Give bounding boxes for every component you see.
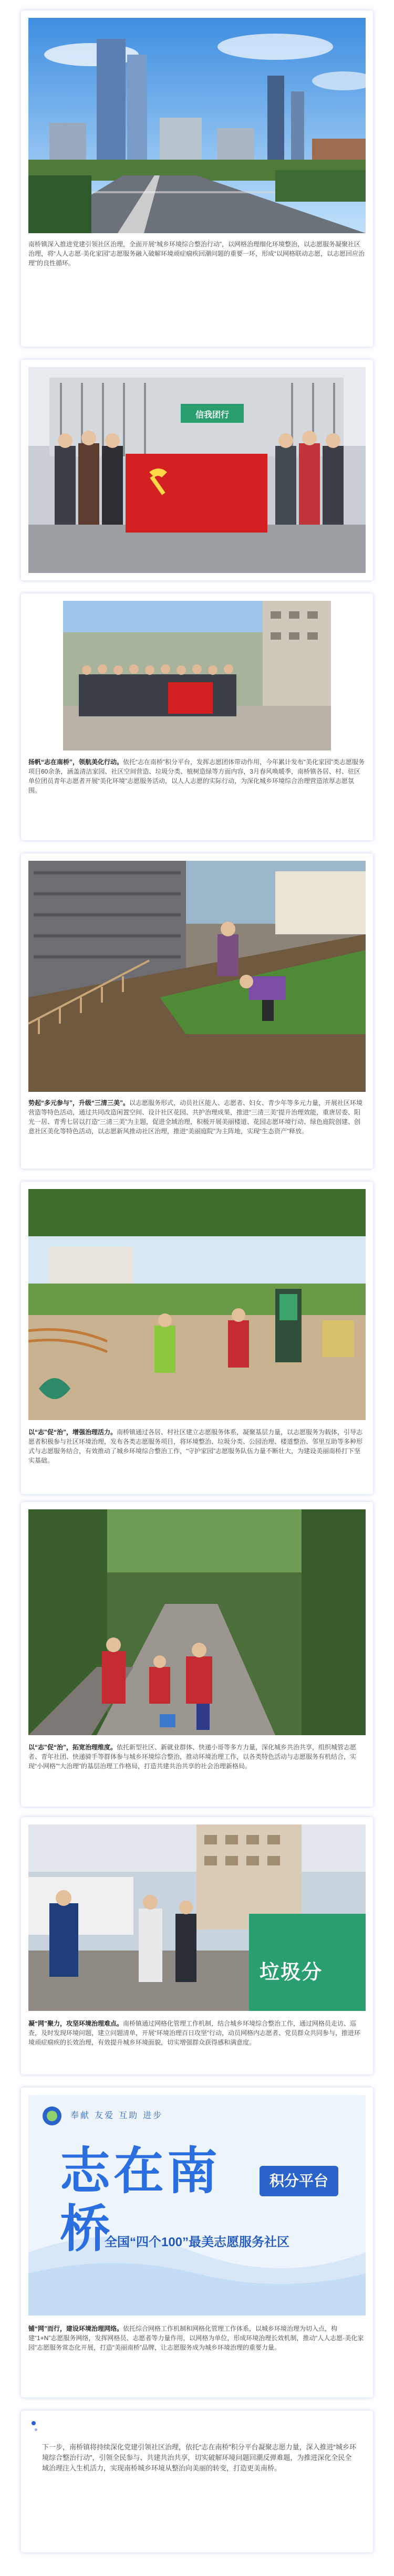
group-photo-card (21, 360, 373, 580)
garbage-sorting-photo (28, 1824, 366, 2011)
section-1-body: 依托“志在南桥”积分平台，发挥志愿团体带动作用，今年累计发布“美化家园”类志愿服务项目60余条，涵盖清洁家园、社区空间营造、垃圾分类、植树造绿等方面内容，3月春风唤暖季，南桥镇各居、村、驻区单位团员青年志愿者开展“美化环境”志愿服务活动，以人人志愿的实际行动，为深化城乡环境综合治理营造浓厚志愿氛围。 (28, 758, 365, 794)
section-6-lead: 铺“网”而行，建设环境治理网络。 (28, 2325, 123, 2332)
section-3-body: 南桥镇通过各居、村社区建立志愿服务体系，凝聚基层力量，以志愿服务为载体，引导志愿者积极参与社区环境治理，发布各类志愿服务项目，将环境整治、垃圾分类、公园治理、楼道整治、邻里互助等多种形式与志愿服务结合，有效推动了城乡环境综合整治工作，“守护家园”志愿服务队伍力量不断壮大，为建设美丽南桥打下坚实基础。 (28, 1428, 363, 1464)
section-5-card (21, 1817, 373, 2074)
section-1-lead: 扬帆“志在南桥”，领航美化行动。 (28, 758, 123, 766)
poster-tagline: 全国“四个100”最美志愿服务社区 (104, 2235, 290, 2249)
section-2-card (21, 853, 373, 1169)
section-4-lead: 以“志”促“治”，拓宽治理维度。 (28, 1744, 117, 1751)
section-4-card (21, 1502, 373, 1807)
park-volunteers-photo (28, 1189, 366, 1420)
dot-icon (35, 2428, 37, 2431)
street-cleaning-photo (28, 1509, 366, 1735)
closing-card (21, 2411, 373, 2552)
section-5-body: 南桥镇通过网格化管理工作机制，结合城乡环境综合整治工作，通过网格员走访、巡查，及时发现环境问题，建立问题清单，开展“环境治理百日攻坚”行动，动员网格内志愿者、党员群众共同参与，推进环境顽症痼疾的长效治理，有效提升城乡环境面貌，切实增强群众获得感和满意度。 (28, 2020, 360, 2046)
section-2-body: 以志愿服务形式，动员社区能人、志愿者、妇女、青少年等多元力量，开展社区环境营造等特色活动，通过共同改造闲置空间、设计社区花园、共护治理成果，推进“三清三美”提升治理效能，重唐居委、阳光一居、青秀七居以打造“三清三美”为主题，促进全域治理，积极开展美丽楼道、花园志愿环境行动、绿色庭院创建、创意社区美化等特色活动，以志愿新风推动社区治理，推进“美丽庭院”为主阵地，实现“生态资产”释放。 (28, 1099, 363, 1135)
volunteer-platform-poster (28, 2095, 366, 2316)
poster-title: 志在南桥 (60, 2141, 221, 2258)
section-6-body: 依托综合网格工作机制和网格化管理工作体系，以城乡环境治理为切入点，构建“1+N”志愿服务网络，发挥网格员、志愿者等力量作用，以网格为单位，形成环境治理长效机制，推动“人人志愿·美化家园”志愿服务常态化开展，打造“美丽南桥”品牌，让志愿服务成为城乡环境治理的重要力量。 (28, 2325, 364, 2351)
section-4-body: 依托新型社区、新就业群体、快递小哥等多方力量，深化城乡共治共享，组织城管志愿者、青年社团、快递骑手等群体参与城乡环境综合整治，推动环境治理工作，以各类特色活动与志愿服务有机结合，实现“小网格”“大治理”的基层治理工作格局，打造共建共治共享的社会治理新格局。 (28, 1744, 357, 1770)
section-3-text (28, 1427, 366, 1465)
section-6-text (28, 2324, 366, 2352)
banner-sign-text: 信我团行 (195, 411, 229, 420)
gardening-photo (28, 861, 366, 1092)
dot-icon (32, 2421, 36, 2425)
intro-card (21, 11, 373, 347)
section-1-text (28, 757, 366, 795)
section-4-text (28, 1743, 366, 1771)
section-5-text (28, 2019, 366, 2047)
closing-text: 下一步，南桥镇将持续深化党建引领社区治理，依托“志在南桥”积分平台凝聚志愿力量，深入推进“城乡环境综合整治行动”，引领全民参与、共建共治共享，切实破解环境问题回潮反弹难题，为推进深化全民全域治理注入生机活力，实现南桥城乡环境从整治向美丽的转变，打造更美南桥。 (42, 2443, 356, 2472)
city-street-photo (28, 18, 366, 233)
decorative-dots (32, 2421, 37, 2434)
section-2-text (28, 1098, 366, 1136)
intro-text: 南桥镇深入推进党建引领社区治理，全面开展“城乡环境综合整治行动”，以网格治理细化环境整治，以志愿服务凝聚社区治理，将“人人志愿·美化家园”志愿服务融入破解环境顽症痼疾回潮问题的重要一环，形成“以网格联动志愿，以志愿回应治理”的良性循环。 (28, 241, 365, 267)
volunteers-flag-photo (28, 367, 366, 573)
section-5-lead: 凝“网”聚力，攻坚环境治理难点。 (28, 2020, 123, 2027)
section-2-lead: 势起“多元参与”，升级“三清三美”。 (28, 1099, 130, 1107)
sorting-station-sign: 垃圾分 (260, 1962, 323, 1984)
poster-subtitle: 积分平台 (260, 2166, 338, 2196)
section-1-card (21, 593, 373, 840)
section-3-lead: 以“志”促“治”，增强治理活力。 (28, 1428, 117, 1436)
poster-slogan: 奉献 友爱 互助 进步 (70, 2110, 163, 2120)
section-3-card (21, 1182, 373, 1494)
section-6-card (21, 2088, 373, 2397)
outdoor-group-photo (63, 601, 331, 750)
